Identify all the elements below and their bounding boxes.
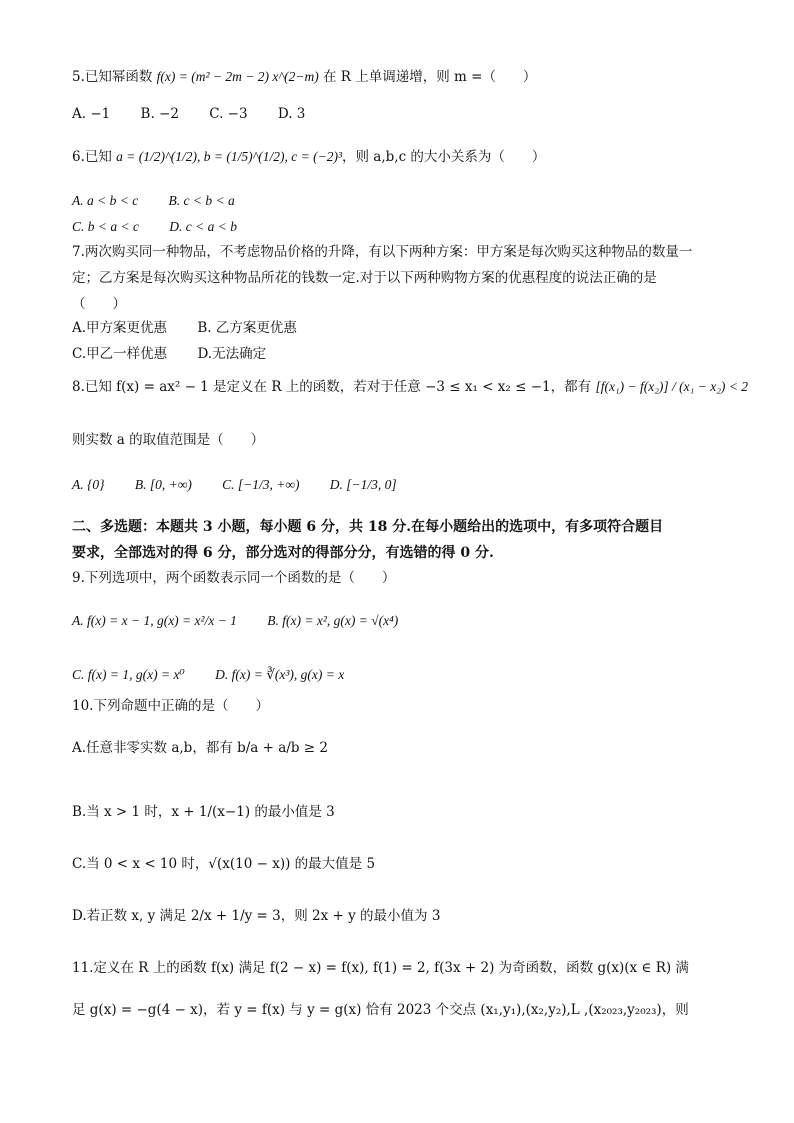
q7-option-b: B. 乙方案更优惠	[197, 320, 297, 336]
q10-option-c: C.当 0 < x < 10 时，√(x(10 − x)) 的最大值是 5	[72, 856, 376, 872]
q7-options-row2	[72, 342, 722, 368]
q5-stem-pre: 5.已知幂函数	[72, 69, 157, 85]
q6-stem-pre: 6.已知	[72, 149, 117, 165]
q8-stem-pre: 8.已知 f(x) = ax² − 1 是定义在 R 上的函数，若对于任意 −3 ≤ x₁ < x₂ ≤ −1，都有	[72, 379, 592, 395]
q5-option-b: B. −2	[140, 106, 179, 122]
q5-stem-post: 在 R 上单调递增，则 m =（ ）	[318, 69, 537, 85]
q9-stem: 9.下列选项中，两个函数表示同一个函数的是（ ）	[72, 570, 396, 586]
q11-line-2: 足 g(x) = −g(4 − x)，若 y = f(x) 与 y = g(x) 恰有 2023 个交点 (x₁,y₁),(x₂,y₂),L ,(x₂₀₂₃,y₂₀₂₃)，则	[72, 1002, 689, 1018]
q5-option-d: D. 3	[277, 106, 306, 122]
q5-option-c: C. −3	[209, 106, 248, 122]
q8-options	[72, 472, 722, 499]
q10-option-b: B.当 x > 1 时，x + 1/(x−1) 的最小值是 3	[72, 804, 335, 820]
q7-option-c: C.甲乙一样优惠	[72, 346, 168, 362]
question-5	[72, 64, 722, 91]
q6-option-d: D. c < a < b	[169, 219, 237, 234]
q7-line-1: 7.两次购买同一种物品，不考虑物品价格的升降，有以下两种方案：甲方案是每次购买这种物品的数量一	[72, 244, 693, 260]
q6-option-a: A. a < b < c	[72, 193, 139, 208]
q6-option-b: B. c < b < a	[168, 193, 235, 208]
q9-option-a: A. f(x) = x − 1, g(x) = x²/x − 1	[72, 613, 237, 628]
q5-formula: f(x) = (m² − 2m − 2) x^(2−m)	[156, 69, 319, 84]
q10-option-d: D.若正数 x, y 满足 2/x + 1/y = 3，则 2x + y 的最小值为 3	[72, 908, 441, 924]
section-2-heading-line-2: 要求，全部选对的得 6 分，部分选对的得部分分，有选错的得 0 分.	[72, 545, 494, 561]
q8-formula: [f(x₁) − f(x₂)] / (x₁ − x₂) < 2	[595, 379, 748, 394]
q6-formula: a = (1/2)^(1/2), b = (1/5)^(1/2), c = (−2)³	[116, 149, 343, 164]
q7-line-2: 定；乙方案是每次购买这种物品所花的钱数一定.对于以下两种购物方案的优惠程度的说法正确的是	[72, 270, 657, 286]
q8-option-d: D. [−1/3, 0]	[329, 477, 397, 492]
q9-option-d: D. f(x) = ∛(x³), g(x) = x	[215, 667, 345, 682]
q7-option-a: A.甲方案更优惠	[72, 320, 168, 336]
q8-line-2: 则实数 a 的取值范围是（ ）	[72, 432, 265, 448]
q7-options-row1	[72, 316, 722, 342]
q8-option-a: A. {0}	[72, 477, 105, 492]
q11-line-1: 11.定义在 R 上的函数 f(x) 满足 f(2 − x) = f(x), f(1) = 2, f(3x + 2) 为奇函数，函数 g(x)(x ∈ R) 满	[72, 960, 689, 976]
section-2-heading-line-1: 二、多选题：本题共 3 小题，每小题 6 分，共 18 分.在每小题给出的选项中，有多项符合题目	[72, 519, 664, 535]
q5-option-a: A. −1	[72, 106, 111, 122]
question-8	[72, 374, 748, 401]
q9-options-row2	[72, 662, 722, 689]
q9-option-b: B. f(x) = x², g(x) = √(x⁴)	[267, 613, 399, 628]
q7-line-3: （ ）	[72, 296, 126, 312]
q9-option-c: C. f(x) = 1, g(x) = x⁰	[72, 667, 185, 682]
q6-stem-post: ，则 a,b,c 的大小关系为（ ）	[342, 149, 546, 165]
q9-options-row1	[72, 608, 722, 635]
q7-option-d: D.无法确定	[197, 346, 267, 362]
q6-options-row1	[72, 188, 722, 215]
q6-option-c: C. b < a < c	[72, 219, 139, 234]
q10-stem: 10.下列命题中正确的是（ ）	[72, 698, 269, 714]
q8-option-b: B. [0, +∞)	[134, 477, 192, 492]
q8-option-c: C. [−1/3, +∞)	[222, 477, 300, 492]
question-6	[72, 144, 722, 171]
q10-option-a: A.任意非零实数 a,b，都有 b/a + a/b ≥ 2	[72, 740, 328, 756]
q6-options-row2	[72, 214, 722, 241]
q5-options	[72, 102, 722, 128]
